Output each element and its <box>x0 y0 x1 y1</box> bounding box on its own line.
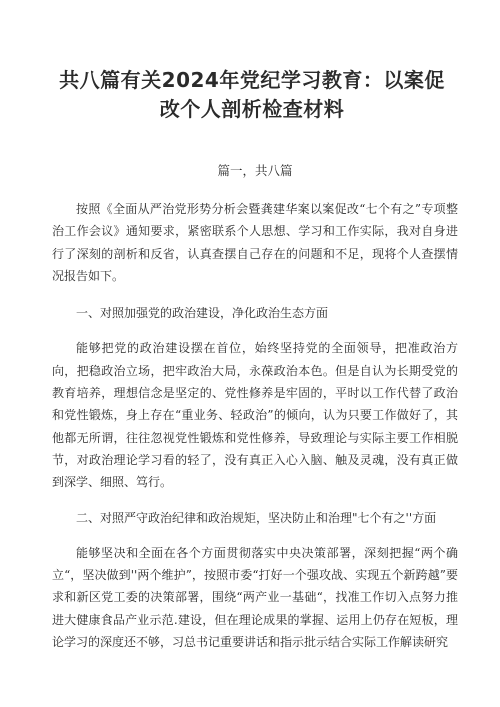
section-1-paragraph: 能够把党的政治建设摆在首位，始终坚持党的全面领导，把准政治方向，把稳政治立场，把牢政治大局，永葆政治本色。但是自认为长期受党的教育培养，理想信念是坚定的、党性修养是牢固的，平时以工作代替了政治和党性锻炼，身上存在“重业务、轻政治”的倾向，认为只要工作做好了，其他都无所谓，往往忽视党性锻炼和党性修养，导致理论与实际主要工作相脱节，对政治理论学习看的轻了，没有真正入心入脑、触及灵魂，没有真正做到深学、细照、笃行。 <box>52 341 458 490</box>
section-heading-2: 二、对照严守政治纪律和政治规矩，坚决防止和治理"七个有之''方面 <box>76 510 437 525</box>
document-title: 共八篇有关2024年党纪学习教育：以案促改个人剖析检查材料 <box>59 68 445 121</box>
document-subtitle: 篇一，共八篇 <box>217 163 293 178</box>
intro-paragraph: 按照《全面从严治党形势分析会暨龚建华案以案促改“七个有之”专项整治工作会议》通知要求，紧密联系个人思想、学习和工作实际，我对自身进行了深刻的剖析和反省，认真查摆自己存在的问题和不足，现将个人查摆情况报告如下。 <box>52 202 458 283</box>
section-2-paragraph: 能够坚决和全面在各个方面贯彻落实中央决策部署，深刻把握“两个确立“，坚决做到''两个维护”，按照市委“打好一个强攻战、实现五个新跨越”要求和新区党工委的决策部署，围绕“两产业一基础“，找准工作切入点努力推进大健康食品产业示范.建设，但在理论成果的掌握、运用上仍存在短板，理论学习的深度还不够，习总书记重要讲话和指示批示结合实际工作解读研究 <box>52 545 458 650</box>
section-heading-1: 一、对照加强党的政治建设，净化政治生态方面 <box>76 306 329 321</box>
